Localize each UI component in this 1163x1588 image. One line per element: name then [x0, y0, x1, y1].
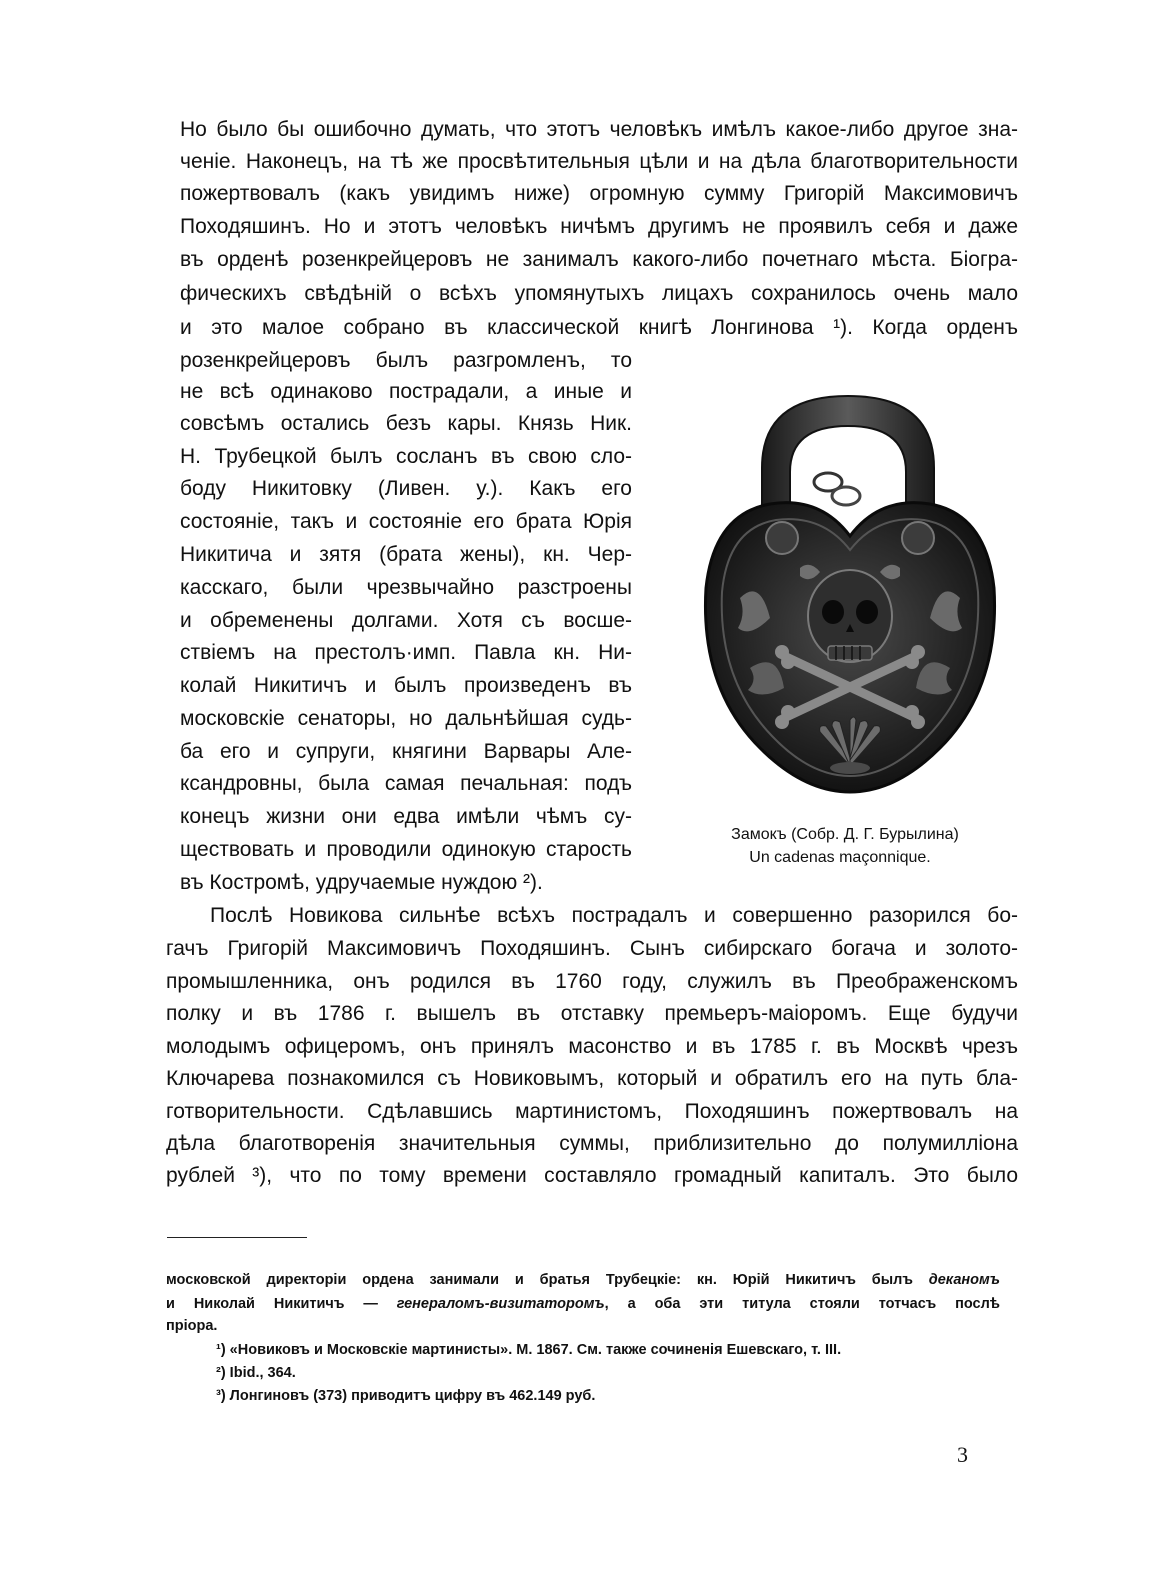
footnote-text: , а оба эти титула стояли тотчасъ послѣ — [604, 1296, 1000, 1312]
body-line: Но было бы ошибочно думать, что этотъ человѣкъ имѣлъ какое-либо другое зна- — [180, 118, 1018, 141]
footnote-rule — [167, 1237, 307, 1238]
body-line: состояніе, такъ и состояніе его брата Юрія — [180, 510, 632, 533]
body-line: молодымъ офицеромъ, онъ принялъ масонство и въ 1785 г. въ Москвѣ чрезъ — [166, 1035, 1018, 1058]
footnote-text: и Николай Никитичъ — — [166, 1296, 397, 1312]
body-line: ченіе. Наконецъ, на тѣ же просвѣтительныя цѣли и на дѣла благотворительности — [180, 150, 1018, 173]
body-line: Походяшинъ. Но и этотъ человѣкъ ничѣмъ другимъ не проявилъ себя и даже — [180, 215, 1018, 238]
body-line: боду Никитовку (Ливен. у.). Какъ его — [180, 477, 632, 500]
body-line: розенкрейцеровъ былъ разгромленъ, то — [180, 349, 632, 372]
body-line: ществовать и проводили одинокую старость — [180, 838, 632, 861]
body-line: московскіе сенаторы, но дальнѣйшая судь- — [180, 707, 632, 730]
footnote-text: московской директоріи ордена занимали и братья Трубецкіе: кн. Юрій Никитичъ былъ — [166, 1272, 929, 1288]
footnote-emphasis: генераломъ-визитаторомъ — [396, 1296, 605, 1312]
body-line: промышленника, онъ родился въ 1760 году, служилъ въ Преображенскомъ — [166, 970, 1018, 993]
body-line: ба его и супруги, княгини Варвары Але- — [180, 740, 632, 763]
body-line: совсѣмъ остались безъ кары. Князь Ник. — [180, 412, 632, 435]
body-line: пожертвовалъ (какъ увидимъ ниже) огромную сумму Григорій Максимовичъ — [180, 182, 1018, 205]
figure-caption-french: Un cadenas maçonnique. — [749, 849, 931, 866]
body-line: Послѣ Новикова сильнѣе всѣхъ пострадалъ и совершенно разорился бо- — [210, 904, 1018, 927]
footnote-2: ²) Ibid., 364. — [216, 1365, 296, 1381]
footnote-emphasis: деканомъ — [928, 1272, 1000, 1288]
figure-caption: Замокъ (Собр. Д. Г. Бурылина) — [731, 826, 959, 843]
body-line: ствіемъ на престолъ·имп. Павла кн. Ни- — [180, 641, 632, 664]
body-line: гачъ Григорій Максимовичъ Походяшинъ. Сынъ сибирскаго богача и золото- — [166, 937, 1018, 960]
body-line: въ Костромѣ, удручаемые нуждою ²). — [180, 871, 543, 894]
body-line: и это малое собрано въ классической книгѣ Лонгинова ¹). Когда орденъ — [180, 316, 1018, 339]
padlock-figure — [700, 388, 1000, 808]
footnote-1: ¹) «Новиковъ и Московскіе мартинисты». М. 1867. См. также сочиненія Ешевскаго, т. III. — [216, 1342, 842, 1358]
footnote-3: ³) Лонгиновъ (373) приводитъ цифру въ 462.149 руб. — [216, 1388, 596, 1404]
body-line: Н. Трубецкой былъ сосланъ въ свою сло- — [180, 445, 632, 468]
page-number: 3 — [957, 1442, 968, 1467]
footnote-continuation: пріора. — [166, 1318, 218, 1334]
body-line: Ключарева познакомился съ Новиковымъ, который и обратилъ его на путь бла- — [166, 1067, 1018, 1090]
body-line: дѣла благотворенія значительныя суммы, приблизительно до полумилліона — [166, 1132, 1018, 1155]
body-line: и обременены долгами. Хотя съ восше- — [180, 609, 632, 632]
body-line: готворительности. Сдѣлавшись мартинистомъ, Походяшинъ пожертвовалъ на — [166, 1100, 1018, 1123]
body-line: фическихъ свѣдѣній о всѣхъ упомянутыхъ лицахъ сохранилось очень мало — [180, 282, 1018, 305]
footnote-continuation — [166, 1269, 1000, 1291]
padlock-image — [700, 388, 1000, 808]
body-line: не всѣ одинаково пострадали, а иные и — [180, 380, 632, 403]
footnote-continuation — [166, 1293, 1000, 1315]
body-line: въ орденѣ розенкрейцеровъ не занималъ какого-либо почетнаго мѣста. Біогра- — [180, 248, 1018, 271]
body-line: колай Никитичъ и былъ произведенъ въ — [180, 674, 632, 697]
body-line: полку и въ 1786 г. вышелъ въ отставку премьеръ-маіоромъ. Еще будучи — [166, 1002, 1018, 1025]
body-line: ксандровны, была самая печальная: подъ — [180, 772, 632, 795]
body-line: касскаго, были чрезвычайно разстроены — [180, 576, 632, 599]
body-line: рублей ³), что по тому времени составляло громадный капиталъ. Это было — [166, 1164, 1018, 1187]
body-line: Никитича и зятя (брата жены), кн. Чер- — [180, 543, 632, 566]
body-line: конецъ жизни они едва имѣли чѣмъ су- — [180, 805, 632, 828]
